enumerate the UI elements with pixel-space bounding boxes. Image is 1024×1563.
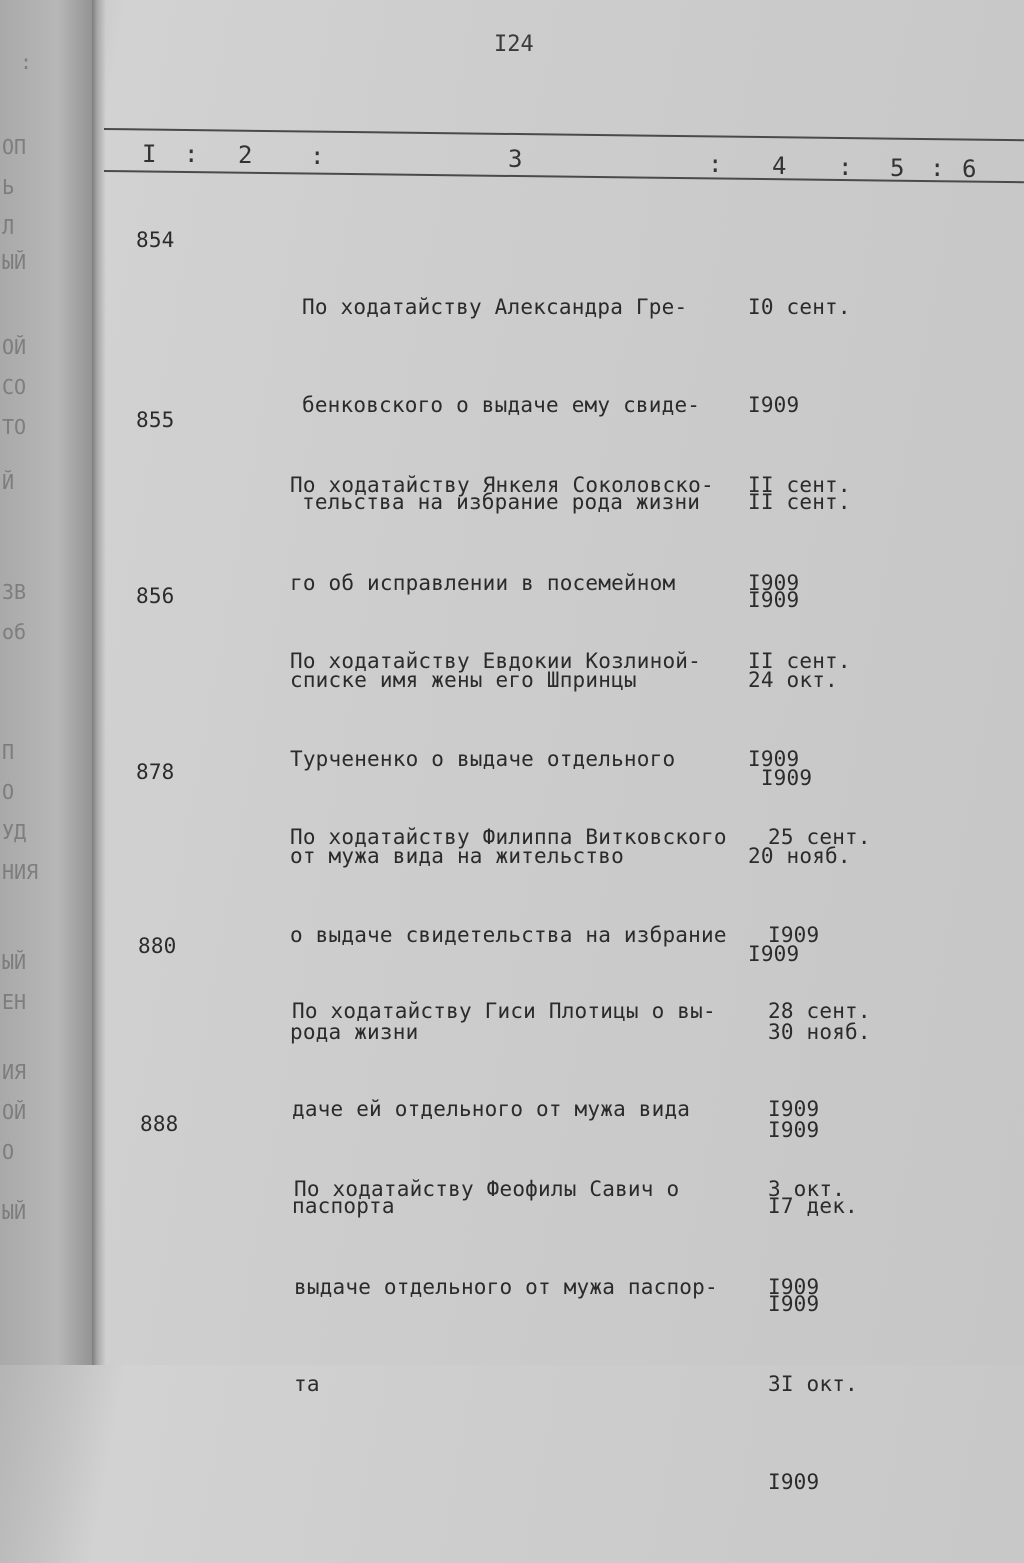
- description-line: паспорта: [292, 1194, 395, 1218]
- date-line: I909: [748, 746, 800, 771]
- entry-dates: [768, 1108, 858, 1563]
- column-header: 2: [238, 141, 253, 169]
- description-line: тельства на избрание рода жизни: [302, 490, 701, 514]
- left-page-text-fragment: ИЯ: [2, 1060, 27, 1084]
- date-line: II сент.: [748, 649, 851, 673]
- date-line: 3I окт.: [768, 1372, 858, 1396]
- entry-number: 856: [136, 584, 175, 608]
- column-header: 5: [890, 154, 905, 182]
- column-separator: :: [930, 154, 945, 182]
- left-page-text-fragment: Л: [2, 215, 15, 239]
- description-line: По ходатайству Феофилы Савич о: [294, 1177, 680, 1201]
- description-line: По ходатайству Гиси Плотицы о вы-: [292, 999, 716, 1023]
- entry-number: 878: [136, 760, 175, 784]
- description-line: По ходатайству Филиппа Витковского: [290, 825, 727, 849]
- description-line: та: [294, 1372, 320, 1396]
- description-line: выдаче отдельного от мужа паспор-: [294, 1274, 718, 1299]
- date-line: I909: [768, 922, 820, 947]
- column-header: I: [142, 140, 157, 168]
- left-page-text-fragment: СО: [2, 375, 27, 399]
- column-separator: :: [838, 153, 853, 181]
- page-fold: [92, 0, 106, 1365]
- left-page-text-fragment: ОП: [2, 135, 27, 159]
- date-line: I909: [768, 1274, 820, 1299]
- left-page-text-fragment: УД: [2, 820, 27, 844]
- date-line: I909: [768, 1469, 820, 1494]
- description-line: Турчененко о выдаче отдельного: [290, 746, 676, 771]
- description-line: По ходатайству Янкеля Соколовско-: [290, 473, 714, 497]
- date-line: 30 нояб.: [768, 1020, 871, 1044]
- left-page-text-fragment: ЫЙ: [2, 950, 27, 974]
- column-header: 4: [772, 152, 787, 180]
- entry-number: 880: [138, 934, 177, 958]
- left-page-text-fragment: :: [20, 50, 33, 74]
- date-line: I909: [748, 587, 800, 612]
- date-line: I909: [768, 1096, 820, 1121]
- left-page-text-fragment: ОЙ: [2, 335, 27, 359]
- entry-number: 888: [140, 1112, 179, 1136]
- left-page-text-fragment: О: [2, 1140, 15, 1164]
- left-page-text-fragment: ЕН: [2, 990, 27, 1014]
- date-line: I909: [748, 570, 800, 595]
- date-line: 24 окт.: [748, 668, 838, 692]
- left-page-text-fragment: П: [2, 740, 15, 764]
- table-header-bottom-rule: [104, 170, 1024, 183]
- description-line: даче ей отдельного от мужа вида: [292, 1096, 691, 1121]
- date-line: I909: [748, 765, 813, 790]
- description-line: го об исправлении в посемейном: [290, 570, 676, 595]
- description-line: от мужа вида на жительство: [290, 844, 624, 868]
- left-page-text-fragment: Й: [2, 470, 15, 494]
- left-page-text-fragment: ОЙ: [2, 1100, 27, 1124]
- description-line: списке имя жены его Шпринцы: [290, 668, 637, 692]
- date-line: I7 дек.: [768, 1194, 858, 1218]
- date-line: I0 сент.: [748, 295, 851, 319]
- date-line: 20 нояб.: [748, 844, 851, 868]
- column-separator: :: [310, 142, 325, 170]
- column-separator: :: [184, 140, 199, 168]
- left-page-text-fragment: Ь: [2, 175, 15, 199]
- page-number: I24: [494, 32, 534, 57]
- left-page-text-fragment: ЗВ: [2, 580, 27, 604]
- column-header: 6: [962, 155, 977, 183]
- date-line: I909: [748, 392, 800, 417]
- date-line: II сент.: [748, 473, 851, 497]
- entry-description: [294, 1108, 718, 1466]
- date-line: II сент.: [748, 490, 851, 514]
- left-page-text-fragment: ЫЙ: [2, 250, 27, 274]
- description-line: По ходатайству Александра Гре-: [302, 295, 688, 319]
- left-page-text-fragment: НИЯ: [2, 860, 39, 884]
- description-line: рода жизни: [290, 1020, 419, 1044]
- description-line: о выдаче свидетельства на избрание: [290, 922, 727, 947]
- date-line: 3 окт.: [768, 1177, 846, 1201]
- date-line: I909: [768, 1117, 820, 1142]
- column-header: 3: [508, 145, 523, 173]
- table-top-rule: [104, 128, 1024, 141]
- entry-number: 854: [136, 228, 175, 252]
- date-line: I909: [748, 941, 800, 966]
- column-separator: :: [708, 150, 723, 178]
- left-page-text-fragment: ЫЙ: [2, 1200, 27, 1224]
- left-facing-page: [0, 0, 96, 1365]
- description-line: бенковского о выдаче ему свиде-: [302, 392, 701, 417]
- left-page-text-fragment: об: [2, 620, 27, 644]
- entry-number: 855: [136, 408, 175, 432]
- left-page-text-fragment: ТО: [2, 415, 27, 439]
- date-line: I909: [768, 1291, 820, 1316]
- date-line: 25 сент.: [768, 825, 871, 849]
- description-line: По ходатайству Евдокии Козлиной-: [290, 649, 701, 673]
- date-line: 28 сент.: [768, 999, 871, 1023]
- left-page-text-fragment: О: [2, 780, 15, 804]
